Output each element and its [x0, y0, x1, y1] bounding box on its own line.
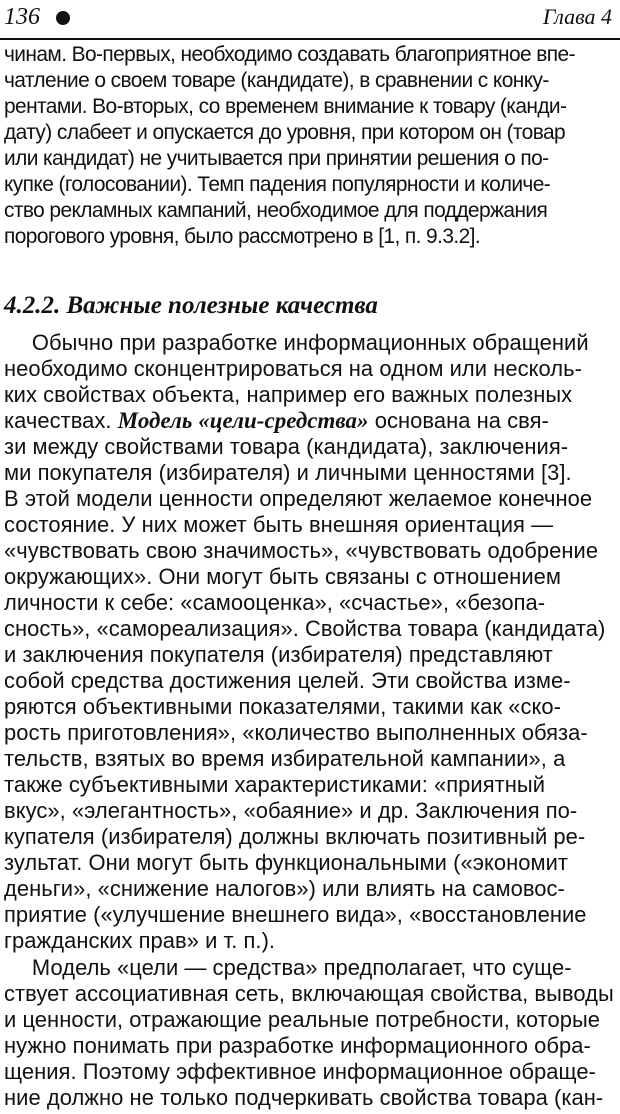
text-line: состояние. У них может быть внешняя ориентация — — [4, 512, 554, 537]
text-line: Обычно при разработке информационных обращений — [31, 330, 589, 355]
text-line: «чувствовать свою значимость», «чувствовать одобрение — [4, 538, 599, 563]
paragraph-1 — [4, 42, 616, 250]
text-line: окружающих». Они могут быть связаны с отношением — [4, 564, 562, 589]
text-line: собой средства достижения целей. Эти свойства изме- — [4, 668, 571, 693]
header-rule — [0, 38, 620, 40]
text-line: и ценности, отражающие реальные потребности, которые — [4, 1007, 601, 1032]
text-line: необходимо сконцентрироваться на одном или несколь- — [4, 356, 582, 381]
text-line: купателя (избирателя) должны включать позитивный ре- — [4, 824, 586, 849]
text-line: порогового уровня, было рассмотрено в [1, п. 9.3.2]. — [4, 225, 481, 248]
text-line: Модель «цели — средства» предполагает, что суще- — [31, 955, 572, 980]
paragraph-2 — [4, 330, 616, 954]
text-line: нужно понимать при разработке информационного обра- — [4, 1033, 591, 1058]
text-line: тельств, взятых во время избирательной кампании», а — [4, 746, 566, 771]
text-line: деньги», «снижение налогов») или влиять на самовос- — [4, 876, 565, 901]
text-line: зультат. Они могут быть функциональными («экономит — [4, 850, 569, 875]
text-line: и заключения покупателя (избирателя) представляют — [4, 642, 553, 667]
text-line: рентами. Во-вторых, со временем внимание к товару (канди- — [4, 95, 567, 118]
text-line: ких свойствах объекта, например его важных полезных — [4, 382, 573, 407]
text-line: ряются объективными показателями, такими как «ско- — [4, 694, 561, 719]
running-head — [4, 2, 616, 34]
text-line: или кандидат) не учитывается при принятии решения о по- — [4, 147, 549, 170]
text-line: также субъективными характеристиками: «приятный — [4, 772, 546, 797]
text-line: чатление о своем товаре (кандидате), в сравнении с конку- — [4, 69, 549, 92]
text-fragment: качествах. — [4, 408, 118, 433]
term-emphasis: Модель «цели-средства» — [117, 408, 369, 433]
text-line: В этой модели ценности определяют желаемое конечное — [4, 486, 593, 511]
bullet-icon — [56, 11, 70, 25]
text-fragment: основана на свя- — [368, 408, 549, 433]
chapter-label: Глава 4 — [542, 4, 612, 29]
text-line: дату) слабеет и опускается до уровня, при котором он (товар — [4, 121, 566, 144]
text-line: ние должно не только подчеркивать свойства товара (кан- — [4, 1085, 604, 1110]
text-line: гражданских прав» и т. п.). — [4, 928, 276, 953]
text-line — [4, 408, 614, 434]
page-number: 136 — [4, 4, 40, 30]
text-line: рость приготовления», «количество выполненных обяза- — [4, 720, 588, 745]
text-line: ство рекламных кампаний, необходимое для поддержания — [4, 199, 548, 222]
text-line: сность», «самореализация». Свойства товара (кандидата) — [4, 616, 606, 641]
text-line: личности к себе: «самооценка», «счастье», «безопа- — [4, 590, 546, 615]
text-line: приятие («улучшение внешнего вида», «восстановление — [4, 902, 587, 927]
text-line: вкус», «элегантность», «обаяние» и др. Заключения по- — [4, 798, 578, 823]
text-line: зи между свойствами товара (кандидата), заключения- — [4, 434, 569, 459]
text-line: щения. Поэтому эффективное информационное обраще- — [4, 1059, 596, 1084]
paragraph-3 — [4, 955, 616, 1111]
text-line: чинам. Во-первых, необходимо создавать благоприятное впе- — [4, 43, 575, 66]
text-line: ствует ассоциативная сеть, включающая свойства, выводы — [4, 981, 614, 1006]
section-heading: 4.2.2. Важные полезные качества — [4, 292, 378, 319]
text-line: ми покупателя (избирателя) и личными ценностями [3]. — [4, 460, 572, 485]
text-line: купке (голосовании). Темп падения популярности и количе- — [4, 173, 551, 196]
